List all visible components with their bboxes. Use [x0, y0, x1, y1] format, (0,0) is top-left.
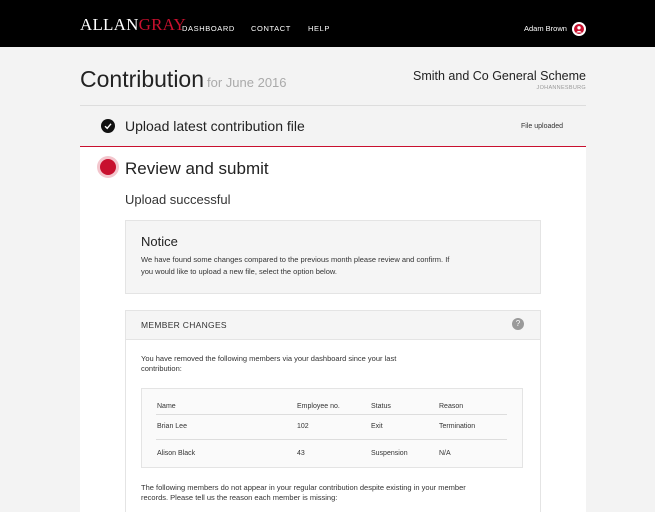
table-row-2-status: Suspension — [371, 450, 408, 457]
logo-text-gray: GRAY — [138, 15, 187, 34]
user-icon[interactable] — [572, 22, 586, 36]
column-header-name: Name — [157, 403, 176, 410]
table-row-2-employee-no: 43 — [297, 450, 305, 457]
step-upload-file[interactable]: Upload latest contribution file — [125, 118, 305, 134]
member-changes-intro: You have removed the following members via your dashboard since your last contribution: — [141, 354, 397, 373]
check-icon — [101, 119, 115, 133]
table-row-2-reason: N/A — [439, 450, 451, 457]
notice-title: Notice — [141, 234, 178, 249]
user-name[interactable]: Adam Brown — [524, 24, 567, 33]
table-header-divider — [156, 414, 507, 415]
nav-dashboard[interactable]: DASHBOARD — [182, 24, 235, 33]
column-header-status: Status — [371, 403, 391, 410]
table-row-1-status: Exit — [371, 423, 383, 430]
step-review-submit: Review and submit — [125, 159, 269, 178]
allan-gray-logo[interactable] — [80, 15, 186, 35]
table-row-1-name: Brian Lee — [157, 423, 187, 430]
contribution-period: for June 2016 — [207, 75, 287, 90]
logo-text-allan: ALLAN — [80, 15, 139, 34]
nav-contact[interactable]: CONTACT — [251, 24, 291, 33]
notice-text: We have found some changes compared to the previous month please review and confirm. If you would like to upload a new file, select the option below. — [141, 255, 450, 276]
step-upload-status: File uploaded — [521, 123, 564, 130]
scheme-name: Smith and Co General Scheme — [412, 69, 586, 83]
table-row-1-employee-no: 102 — [297, 423, 309, 430]
upload-result: Upload successful — [125, 192, 231, 207]
help-icon[interactable]: ? — [512, 318, 524, 330]
page-title: Contribution — [80, 66, 205, 92]
member-changes-title: MEMBER CHANGES — [141, 320, 227, 330]
column-header-reason: Reason — [439, 403, 464, 410]
column-header-employee-no: Employee no. — [297, 403, 340, 410]
table-row-2-name: Alison Black — [157, 450, 196, 457]
table-row-divider — [156, 439, 507, 440]
nav-help[interactable]: HELP — [308, 24, 330, 33]
table-row-1-reason: Termination — [439, 423, 476, 430]
missing-members-intro: The following members do not appear in your regular contribution despite existing in your member records. Please tell us the reason each member is missing: — [141, 483, 466, 502]
scheme-city: JOHANNESBURG — [536, 85, 586, 91]
header-divider — [80, 105, 586, 106]
active-step-dot-icon — [100, 159, 116, 175]
